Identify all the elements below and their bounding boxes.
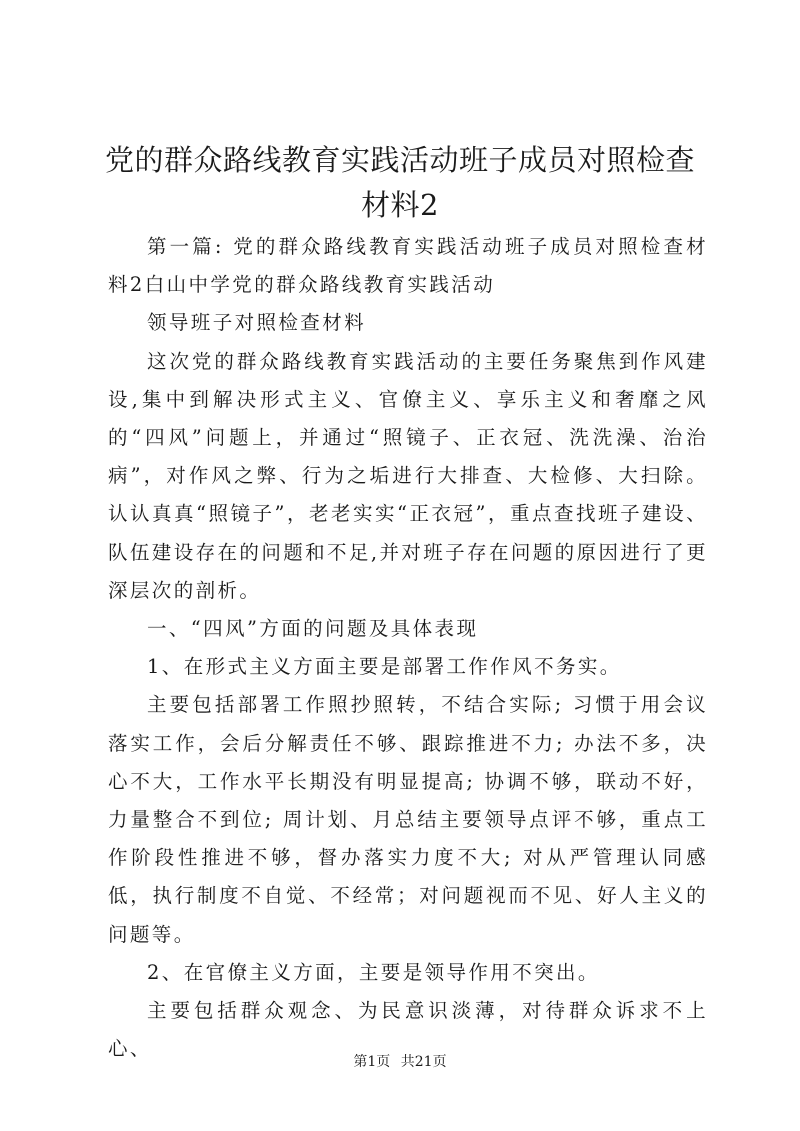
page-footer [0,1052,800,1072]
paragraph: 领导班子对照检查材料 [147,311,367,335]
paragraph: 这次党的群众路线教育实践活动的主要任务聚焦到作风建设,集中到解决形式主义、官僚主义、享乐主义和奢靡之风的“四风”问题上，并通过“照镜子、正衣冠、洗洗澡、治治病”，对作风之弊、行为之垢进行大排查、大检修、大扫除。认认真真“照镜子”，老老实实“正衣冠”，重点查找班子建设、队伍建设存在的问题和不足,并对班子存在问题的原因进行了更深层次的剖析。 [108,349,708,602]
page-total: 共21页 [400,1054,447,1070]
paragraph: 第一篇: 党的群众路线教育实践活动班子成员对照检查材料2白山中学党的群众路线教育实践活动 [108,235,708,297]
document-title: 党的群众路线教育实践活动班子成员对照检查材料2 [104,143,695,222]
document-body [108,228,708,1068]
page-number: 第1页 [353,1054,391,1070]
paragraph: 1、在形式主义方面主要是部署工作作风不务实。 [147,655,622,679]
paragraph: 主要包括群众观念、为民意识淡薄，对待群众诉求不上心、 [108,999,708,1061]
paragraph: 主要包括部署工作照抄照转，不结合实际; 习惯于用会议落实工作，会后分解责任不够、跟踪推进不力; 办法不多，决心不大，工作水平长期没有明显提高; 协调不够，联动不好，力量整合不到位; 周计划、月总结主要领导点评不够，重点工作阶段性推进不够，督办落实力度不大; 对从严管理认同感低，执行制度不自觉、不经常；对问题视而不见、好人主义的问题等。 [108,693,708,946]
paragraph: 2、在官僚主义方面，主要是领导作用不突出。 [147,960,600,984]
paragraph: 一、“四风”方面的问题及具体表现 [147,617,479,641]
